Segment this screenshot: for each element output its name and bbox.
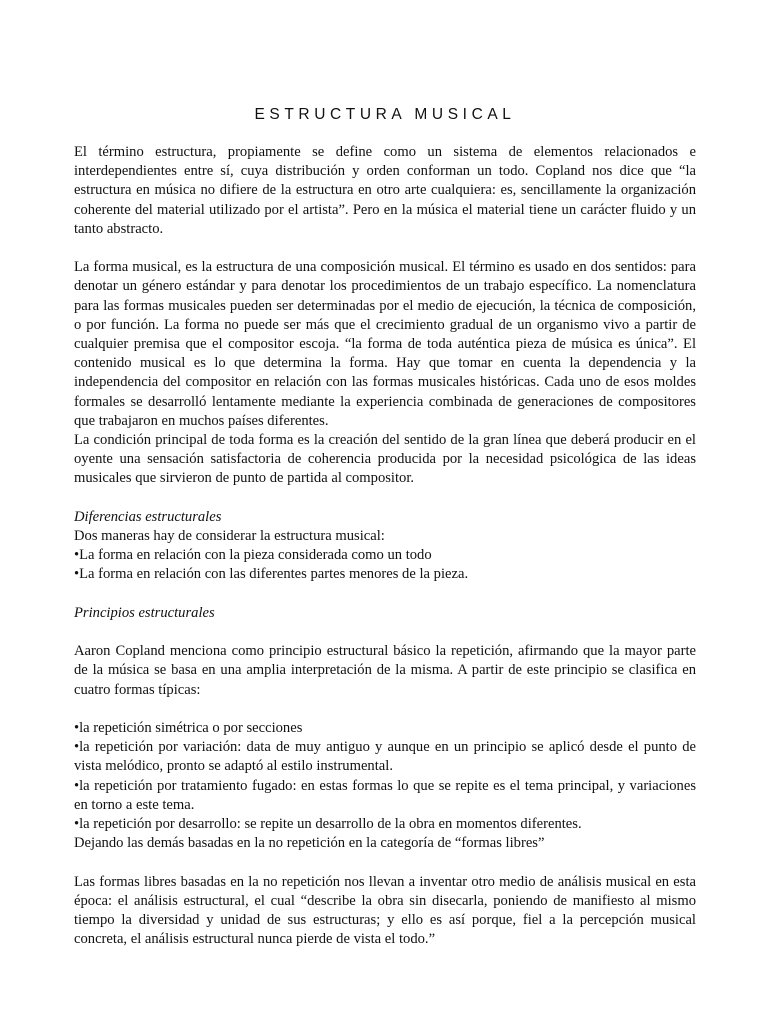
paragraph-structural-analysis: Las formas libres basadas en la no repetición nos llevan a inventar otro medio de análisis musical en esta época: el análisis estructural, el cual “describe la obra sin disecarla, poniendo de manifiesto al mismo tiempo la diversidad y unidad de sus estructuras; y ello es así porque, fiel a la percepción musical concreta, el análisis estructural nunca pierde de vista el todo.”: [74, 873, 696, 948]
bullet-item: •la repetición por variación: data de muy antiguo y aunque en un principio se aplicó desde el punto de vista melódico, pronto se adaptó al estilo instrumental.: [74, 739, 696, 775]
bullet-item: •La forma en relación con las diferentes partes menores de la pieza.: [74, 566, 469, 583]
paragraph-gap: [74, 239, 696, 258]
paragraph-principal-condition: La condición principal de toda forma es la creación del sentido de la gran línea que deberá producir en el oyente una sensación satisfactoria de coherencia producida por la necesidad psicológica de las ideas musicales que sirvieron de punto de partida al compositor.: [74, 432, 696, 487]
paragraph-gap: [74, 700, 696, 719]
paragraph-gap: [74, 489, 696, 508]
paragraph-definition: El término estructura, propiamente se define como un sistema de elementos relacionados e interdependientes entre sí, cuya distribución y orden conforman un todo. Copland nos dice que “la estructura en música no difiere de la estructura en otro arte cualquiera: es, sencillamente la organización coherente del material utilizado por el artista”. Pero en la música el material tiene un carácter fluido y un tanto abstracto.: [74, 144, 696, 237]
paragraph-free-forms-note: Dejando las demás basadas en la no repetición en la categoría de “formas libres”: [74, 835, 545, 852]
bullet-item: •la repetición por tratamiento fugado: en estas formas lo que se repite es el tema principal, y variaciones en torno a este tema.: [74, 777, 696, 813]
heading-diferencias: Diferencias estructurales: [74, 508, 222, 525]
document-title: ESTRUCTURA MUSICAL: [254, 106, 516, 123]
bullet-item: •La forma en relación con la pieza considerada como un todo: [74, 547, 432, 564]
paragraph-copland: Aaron Copland menciona como principio estructural básico la repetición, afirmando que la mayor parte de la música se basa en una amplia interpretación de la misma. A partir de este principio se clasifica en cuatro formas típicas:: [74, 643, 696, 698]
paragraph-two-ways: Dos maneras hay de considerar la estructura musical:: [74, 528, 385, 545]
heading-principios: Principios estructurales: [74, 604, 215, 621]
bullet-item: •la repetición por desarrollo: se repite un desarrollo de la obra en momentos diferentes.: [74, 816, 582, 833]
paragraph-gap: [74, 585, 696, 604]
paragraph-gap: [74, 853, 696, 872]
document-body: [74, 143, 696, 949]
paragraph-gap: [74, 623, 696, 642]
bullet-item: •la repetición simétrica o por secciones: [74, 720, 303, 737]
paragraph-musical-form: La forma musical, es la estructura de una composición musical. El término es usado en dos sentidos: para denotar un género estándar y para denotar los procedimientos de un trabajo específico. La nomenclatura para las formas musicales pueden ser determinadas por el medio de ejecución, la técnica de composición, o por función. La forma no puede ser más que el crecimiento gradual de un organismo vivo a partir de cualquier premisa que el compositor escoja. “la forma de toda auténtica pieza de música es única”. El contenido musical es lo que determina la forma. Hay que tomar en cuenta la dependencia y la independencia del compositor en relación con las formas musicales históricas. Cada uno de esos moldes formales se desarrolló lentamente mediante la experiencia combinada de generaciones de compositores que trabajaron en muchos países diferentes.: [74, 259, 696, 429]
